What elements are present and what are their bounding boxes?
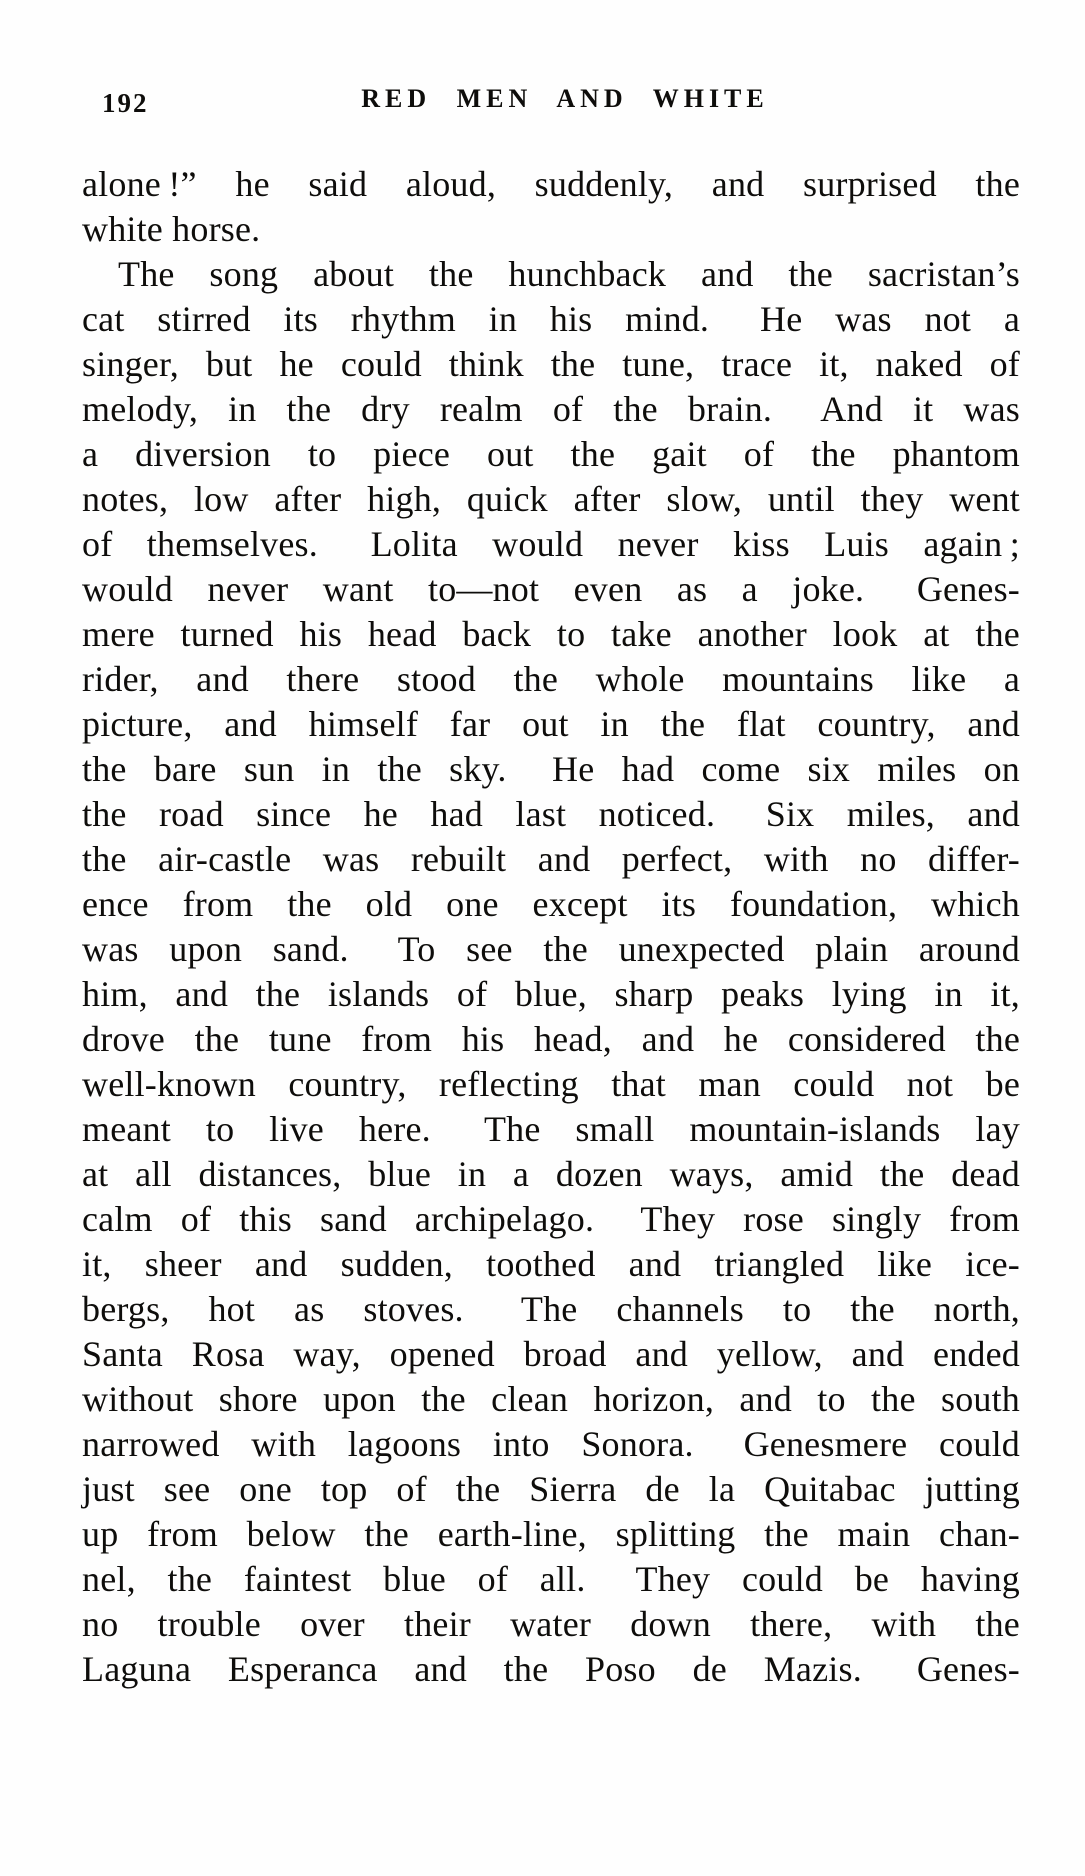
text-line: narrowed with lagoons into Sonora. Genesmere could <box>82 1424 1020 1464</box>
text-line: drove the tune from his head, and he considered the <box>82 1019 1020 1059</box>
text-line: cat stirred its rhythm in his mind. He was not a <box>82 299 1020 339</box>
text-line: would never want to—not even as a joke. Genes- <box>82 569 1020 609</box>
text-line: bergs, hot as stoves. The channels to the north, <box>82 1289 1020 1329</box>
text-line: of themselves. Lolita would never kiss Luis again ; <box>82 524 1020 564</box>
text-line: white horse. <box>82 209 261 249</box>
text-line: the road since he had last noticed. Six miles, and <box>82 794 1020 834</box>
text-line: a diversion to piece out the gait of the phantom <box>82 434 1020 474</box>
page-body <box>82 162 1020 1692</box>
text-line: just see one top of the Sierra de la Quitabac jutting <box>82 1469 1020 1509</box>
text-line: up from below the earth-line, splitting the main chan- <box>82 1514 1020 1554</box>
text-line: the bare sun in the sky. He had come six miles on <box>82 749 1020 789</box>
text-line: notes, low after high, quick after slow, until they went <box>82 479 1020 519</box>
text-line: singer, but he could think the tune, trace it, naked of <box>82 344 1020 384</box>
text-line: picture, and himself far out in the flat country, and <box>82 704 1020 744</box>
text-line: mere turned his head back to take another look at the <box>82 614 1020 654</box>
text-line: rider, and there stood the whole mountains like a <box>82 659 1020 699</box>
text-line: The song about the hunchback and the sacristan’s <box>118 254 1020 294</box>
text-line: it, sheer and sudden, toothed and triangled like ice- <box>82 1244 1020 1284</box>
text-line: at all distances, blue in a dozen ways, amid the dead <box>82 1154 1020 1194</box>
text-line: no trouble over their water down there, with the <box>82 1604 1020 1644</box>
text-line: nel, the faintest blue of all. They could be having <box>82 1559 1020 1599</box>
text-line: without shore upon the clean horizon, and to the south <box>82 1379 1020 1419</box>
text-line: him, and the islands of blue, sharp peaks lying in it, <box>82 974 1020 1014</box>
text-line: well-known country, reflecting that man could not be <box>82 1064 1020 1104</box>
page-header <box>82 84 1020 120</box>
text-line: ence from the old one except its foundation, which <box>82 884 1020 924</box>
running-header-title: RED MEN AND WHITE <box>361 84 769 113</box>
text-line: melody, in the dry realm of the brain. And it was <box>82 389 1020 429</box>
text-line: was upon sand. To see the unexpected plain around <box>82 929 1020 969</box>
text-line: calm of this sand archipelago. They rose singly from <box>82 1199 1020 1239</box>
text-line: alone !” he said aloud, suddenly, and surprised the <box>82 164 1020 204</box>
text-line: the air-castle was rebuilt and perfect, with no differ- <box>82 839 1020 879</box>
text-line: meant to live here. The small mountain-islands lay <box>82 1109 1020 1149</box>
text-line: Laguna Esperanca and the Poso de Mazis. Genes- <box>82 1649 1020 1689</box>
page-number: 192 <box>102 88 149 118</box>
text-line: Santa Rosa way, opened broad and yellow, and ended <box>82 1334 1020 1374</box>
